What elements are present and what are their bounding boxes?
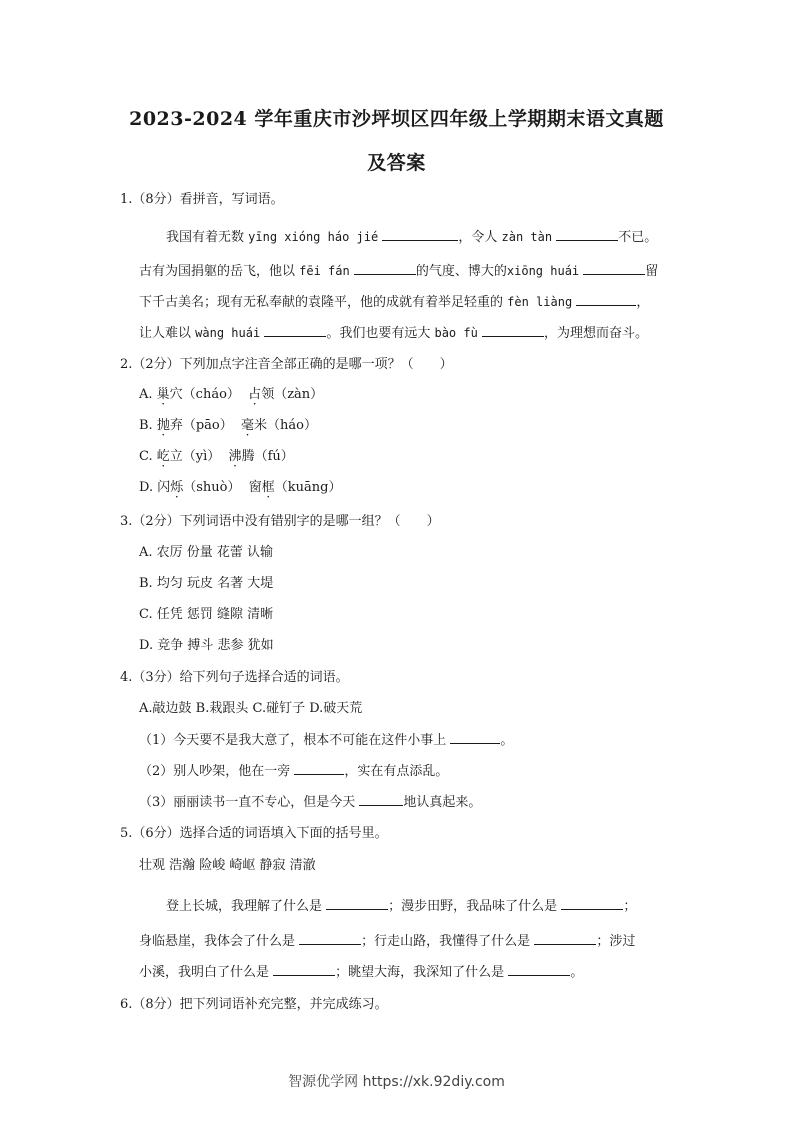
- dotted-char: 巢: [156, 387, 170, 402]
- q1-text: 留: [645, 264, 659, 279]
- q1-pinyin: wàng huái: [195, 326, 261, 340]
- question-1-heading: 1.（8分）看拼音，写词语。: [120, 192, 284, 207]
- answer-blank[interactable]: [264, 324, 326, 337]
- option-text: 窗: [248, 480, 262, 495]
- q2-option-d[interactable]: [139, 476, 342, 495]
- q1-pinyin: fēi fán: [299, 264, 350, 278]
- dotted-char: 框: [261, 480, 275, 495]
- q1-pinyin: xiōng huái: [506, 264, 580, 278]
- q1-line-2: [139, 260, 658, 279]
- dotted-char: 毫: [241, 418, 255, 433]
- q2-option-b[interactable]: [139, 414, 317, 433]
- answer-blank[interactable]: [359, 793, 403, 806]
- q4-word-options: A.敲边鼓 B.栽跟头 C.碰钉子 D.破天荒: [139, 701, 363, 716]
- q1-line-3: [139, 291, 649, 310]
- sentence-text: （1）今天要不是我大意了，根本不可能在这件小事上: [139, 733, 447, 748]
- q5-word-bank: 壮观 浩瀚 险峻 崎岖 静寂 清澈: [139, 858, 316, 873]
- q3-option-c[interactable]: C. 任凭 惩罚 缝隙 清晰: [139, 607, 274, 622]
- q1-pinyin: bào fù: [434, 326, 478, 340]
- q1-line-1: [166, 226, 657, 245]
- page-title: 2023-2024 学年重庆市沙坪坝区四年级上学期期末语文真题: [129, 108, 664, 130]
- q5-line-3: [139, 961, 583, 980]
- footer-watermark: 智源优学网 https://xk.92diy.com: [288, 1074, 505, 1090]
- q1-pinyin: zàn tàn: [501, 230, 553, 244]
- sentence-text: （3）丽丽读书一直不专心，但是今天: [139, 795, 356, 810]
- q1-pinyin: yīng xióng háo jié: [248, 230, 379, 244]
- option-letter: C.: [139, 449, 157, 464]
- question-3-heading: 3.（2分）下列词语中没有错别字的是哪一组？（ ）: [120, 514, 440, 529]
- option-text: 穴（cháo）: [169, 387, 240, 402]
- q1-text: ，为理想而奋斗。: [543, 326, 648, 341]
- sentence-text: 。: [570, 965, 584, 980]
- q1-line-4: [139, 322, 648, 341]
- dotted-char: 占: [248, 387, 262, 402]
- sentence-text: 身临悬崖，我体会了什么是: [139, 934, 296, 949]
- answer-blank[interactable]: [299, 932, 361, 945]
- q3-option-a[interactable]: A. 农厉 份量 花蕾 认输: [139, 545, 274, 560]
- question-5-heading: 5.（6分）选择合适的词语填入下面的括号里。: [120, 826, 388, 841]
- answer-blank[interactable]: [534, 932, 596, 945]
- q3-option-b[interactable]: B. 均匀 玩皮 名著 大堤: [139, 576, 274, 591]
- dotted-char: 沸: [228, 449, 242, 464]
- q1-text: 下千古美名；现有无私奉献的袁隆平，他的成就有着举足轻重的: [139, 295, 504, 310]
- answer-blank[interactable]: [326, 897, 388, 910]
- answer-blank[interactable]: [583, 262, 645, 275]
- q5-line-2: [139, 930, 635, 949]
- answer-blank[interactable]: [556, 228, 618, 241]
- sentence-text: 地认真起来。: [403, 795, 482, 810]
- q4-sentence-1: [139, 729, 513, 748]
- answer-blank[interactable]: [508, 963, 570, 976]
- q4-sentence-2: [139, 760, 448, 779]
- sentence-text: ；眺望大海，我深知了什么是: [335, 965, 505, 980]
- q1-text: ，: [636, 295, 650, 310]
- sentence-text: ，实在有点添乱。: [344, 764, 449, 779]
- option-letter: B.: [139, 418, 157, 433]
- sentence-text: （2）别人吵架，他在一旁: [139, 764, 291, 779]
- sentence-text: 小溪，我明白了什么是: [139, 965, 270, 980]
- answer-blank[interactable]: [482, 324, 544, 337]
- option-text: 领（zàn）: [261, 387, 324, 402]
- sentence-text: ；涉过: [596, 934, 636, 949]
- dotted-char: 烁: [170, 480, 184, 495]
- question-2-heading: 2.（2分）下列加点字注音全部正确的是哪一项？（ ）: [120, 357, 453, 372]
- sentence-text: 登上长城，我理解了什么是: [166, 899, 323, 914]
- option-text: 米（háo）: [254, 418, 317, 433]
- page-title-line2: 及答案: [367, 152, 426, 174]
- q1-text: 不已。: [618, 230, 658, 245]
- option-text: （shuò）: [183, 480, 241, 495]
- q1-text: 我国有着无数: [166, 230, 245, 245]
- dotted-char: 屹: [156, 449, 170, 464]
- sentence-text: ；漫步田野，我品味了什么是: [388, 899, 558, 914]
- answer-blank[interactable]: [354, 262, 416, 275]
- option-text: 立（yì）: [169, 449, 221, 464]
- option-letter: A.: [139, 387, 157, 402]
- q1-text: 。我们也要有远大: [326, 326, 431, 341]
- sentence-text: ；行走山路，我懂得了什么是: [361, 934, 531, 949]
- q5-line-1: [166, 895, 636, 914]
- option-text: （kuāng）: [274, 480, 342, 495]
- answer-blank[interactable]: [382, 228, 458, 241]
- question-4-heading: 4.（3分）给下列句子选择合适的词语。: [120, 670, 349, 685]
- q1-text: ，令人: [458, 230, 498, 245]
- answer-blank[interactable]: [273, 963, 335, 976]
- answer-blank[interactable]: [561, 897, 623, 910]
- q1-pinyin: fèn liàng: [507, 295, 573, 309]
- q3-option-d[interactable]: D. 竞争 搏斗 悲参 犹如: [139, 638, 274, 653]
- answer-blank[interactable]: [450, 731, 500, 744]
- sentence-text: 。: [500, 733, 514, 748]
- option-text: 弃（pāo）: [169, 418, 233, 433]
- q2-option-c[interactable]: [139, 445, 294, 464]
- q1-text: 让人难以: [139, 326, 192, 341]
- q1-text: 的气度、博大的: [415, 264, 507, 279]
- option-letter: D. 闪: [139, 480, 171, 495]
- question-6-heading: 6.（8分）把下列词语补充完整，并完成练习。: [120, 997, 388, 1012]
- option-text: 腾（fú）: [241, 449, 294, 464]
- q2-option-a[interactable]: [139, 383, 323, 402]
- answer-blank[interactable]: [294, 762, 344, 775]
- dotted-char: 抛: [156, 418, 170, 433]
- sentence-text: ；: [623, 899, 637, 914]
- answer-blank[interactable]: [576, 293, 636, 306]
- q1-text: 古有为国捐躯的岳飞，他以: [139, 264, 296, 279]
- q4-sentence-3: [139, 791, 481, 810]
